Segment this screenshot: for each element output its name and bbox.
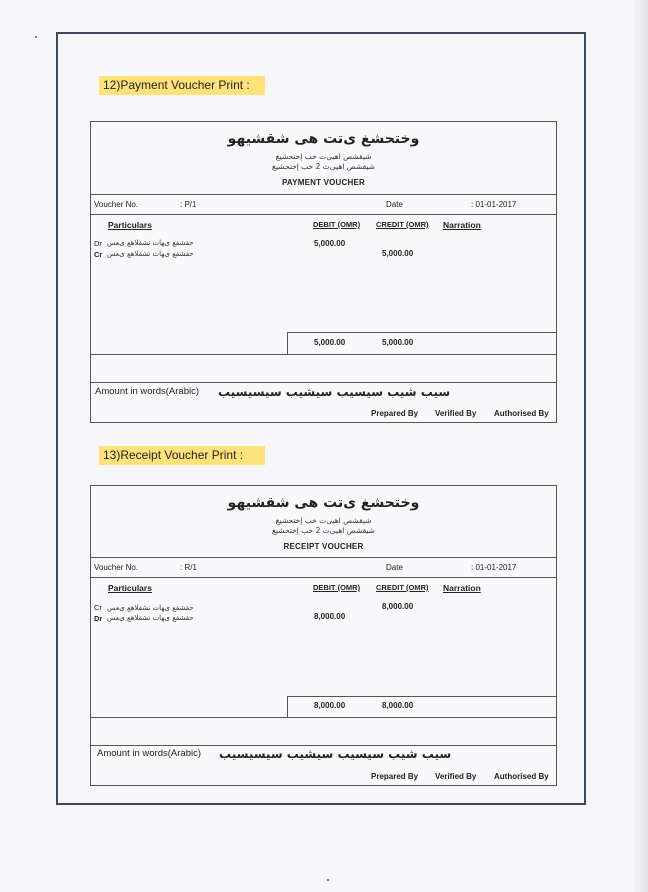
col-debit: DEBIT (OMR) [313, 220, 361, 229]
company-name: ﻭﺧﺘﺤﺸﻎ ﻯﺗﺖ ﻫﻰ ﺷﻘﺸﻴﻬﻮ [227, 495, 420, 511]
divider [91, 557, 556, 558]
divider [91, 745, 556, 746]
date-value: : 01-01-2017 [471, 563, 517, 572]
totals-left-edge [287, 696, 288, 717]
voucher-header [91, 486, 556, 558]
total-debit: 8,000.00 [314, 701, 346, 710]
address-line-2: ﺷﻴﻘﺸﺺ ﺍﻫﻴﻰﺕ 2 ﺧﺐ ﺇﺧﺘﺤﺸﻴﻎ [272, 162, 375, 171]
scan-edge-shadow [634, 0, 648, 892]
row-code: Dr [94, 614, 103, 623]
col-credit: CREDIT (OMR) [376, 220, 429, 229]
col-narration: Narration [443, 583, 481, 593]
totals-top-line [287, 696, 556, 697]
payment-voucher [90, 121, 557, 423]
scan-speck [35, 36, 37, 38]
prepared-by-label: Prepared By [371, 409, 419, 418]
row-credit: 5,000.00 [382, 249, 414, 258]
receipt-voucher [90, 485, 557, 786]
voucher-title: RECEIPT VOUCHER [283, 542, 364, 551]
section-heading-payment: 12)Payment Voucher Print : [99, 76, 265, 95]
row-credit: 8,000.00 [382, 602, 414, 611]
row-account: ﺣﻘﺸﻘﻊ ﻯﻬﺎﺕ ﻧﺸﻘﻼﻫﻊ ﻯﻌﺲ [107, 614, 194, 622]
verified-by-label: Verified By [435, 409, 477, 418]
address-line-1: ﺷﻴﻘﺸﺺ ﺍﻫﻴﻰﺕ ﺧﺐ ﺇﺧﺘﺤﺸﻴﻎ [275, 516, 372, 525]
voucher-no-value: : P/1 [180, 200, 197, 209]
row-code: Cr [94, 250, 103, 259]
col-debit: DEBIT (OMR) [313, 583, 361, 592]
col-particulars: Particulars [108, 220, 152, 230]
divider [91, 382, 556, 383]
col-credit: CREDIT (OMR) [376, 583, 429, 592]
verified-by-label: Verified By [435, 772, 477, 781]
amount-words-label: Amount in words(Arabic) [97, 748, 202, 759]
row-debit: 5,000.00 [314, 239, 346, 248]
totals-top-line [287, 332, 556, 333]
date-value: : 01-01-2017 [471, 200, 517, 209]
company-name: ﻭﺧﺘﺤﺸﻎ ﻯﺗﺖ ﻫﻰ ﺷﻘﺸﻴﻬﻮ [227, 131, 420, 147]
row-code: Cr [94, 603, 102, 612]
row-code: Dr [94, 239, 102, 248]
date-label: Date [386, 200, 403, 209]
prepared-by-label: Prepared By [371, 772, 419, 781]
voucher-no-label: Voucher No. [94, 200, 139, 209]
amount-words-value: ﺳﻴﺐ ﺷﻴﺐ ﺳﻴﺴﻴﺐ ﺳﻴﺸﻴﺐ ﺳﻴﺴﻴﺴﻴﺐ [219, 747, 452, 761]
divider [91, 577, 556, 578]
date-label: Date [386, 563, 403, 572]
total-credit: 8,000.00 [382, 701, 414, 710]
row-debit: 8,000.00 [314, 612, 346, 621]
voucher-header [91, 122, 556, 194]
row-account: ﺣﻘﺸﻘﻊ ﻯﻬﺎﺕ ﻧﺸﻘﻼﻫﻊ ﻯﻌﺲ [107, 239, 194, 247]
divider [91, 717, 556, 718]
amount-words-label: Amount in words(Arabic) [95, 386, 200, 397]
total-debit: 5,000.00 [314, 338, 346, 347]
divider [91, 214, 556, 215]
voucher-no-label: Voucher No. [94, 563, 139, 572]
divider [91, 194, 556, 195]
voucher-no-value: : R/1 [180, 563, 197, 572]
divider [91, 354, 556, 355]
col-narration: Narration [443, 220, 481, 230]
col-particulars: Particulars [108, 583, 152, 593]
scan-speck [327, 879, 329, 881]
section-heading-receipt: 13)Receipt Voucher Print : [99, 446, 265, 465]
authorised-by-label: Authorised By [494, 772, 549, 781]
amount-words-value: ﺳﻴﺐ ﺷﻴﺐ ﺳﻴﺴﻴﺐ ﺳﻴﺸﻴﺐ ﺳﻴﺴﻴﺴﻴﺐ [218, 385, 451, 399]
authorised-by-label: Authorised By [494, 409, 549, 418]
voucher-title: PAYMENT VOUCHER [281, 178, 365, 187]
row-account: ﺣﻘﺸﻘﻊ ﻯﻬﺎﺕ ﻧﺸﻘﻼﻫﻊ ﻯﻌﺲ [107, 250, 194, 258]
address-line-2: ﺷﻴﻘﺸﺺ ﺍﻫﻴﻰﺕ 2 ﺧﺐ ﺇﺧﺘﺤﺸﻴﻎ [272, 526, 375, 535]
totals-left-edge [287, 332, 288, 354]
row-account: ﺣﻘﺸﻘﻊ ﻯﻬﺎﺕ ﻧﺸﻘﻼﻫﻊ ﻯﻌﺲ [107, 604, 194, 612]
address-line-1: ﺷﻴﻘﺸﺺ ﺍﻫﻴﻰﺕ ﺧﺐ ﺇﺧﺘﺤﺸﻴﻎ [275, 152, 372, 161]
total-credit: 5,000.00 [382, 338, 414, 347]
